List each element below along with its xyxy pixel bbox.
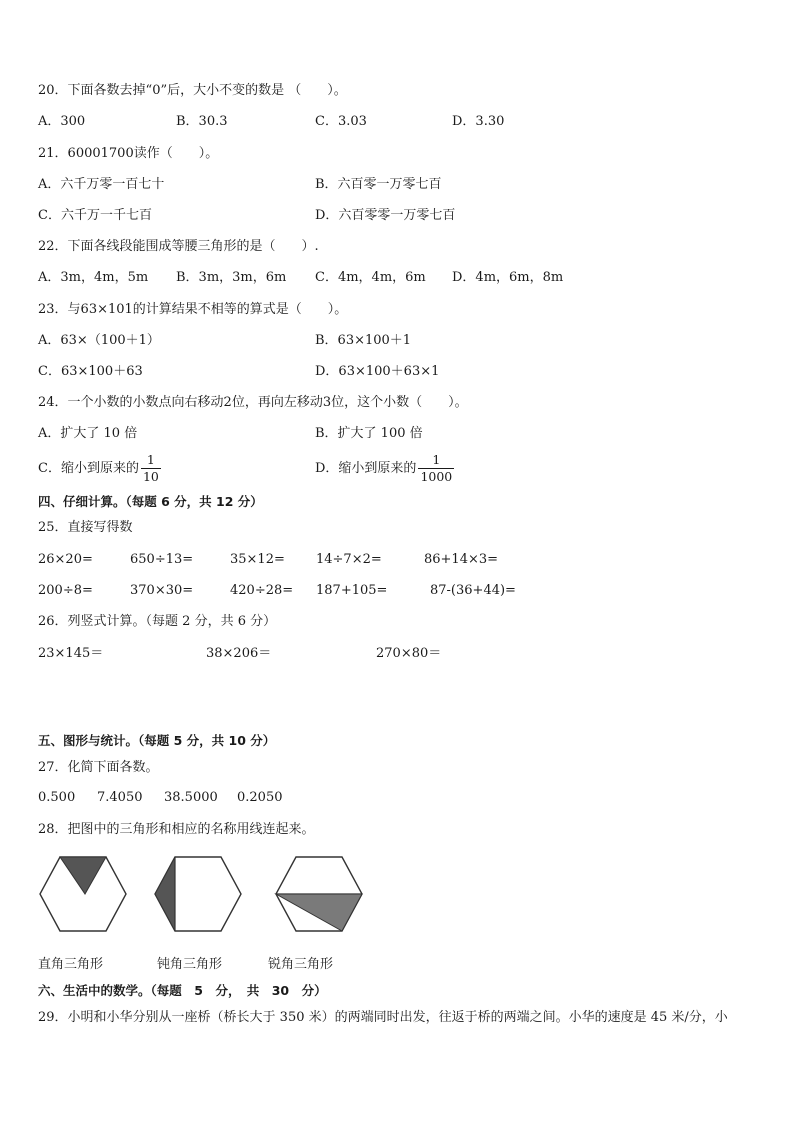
q25-item-6: 200÷8= [38,583,93,598]
q20-option-d: D．3.30 [452,114,505,129]
q23-option-c: C．63×100＋63 [38,364,143,379]
q27-item-2: 7.4050 [97,790,143,805]
q25-item-5: 86+14×3= [424,552,499,567]
q26-item-2: 38×206＝ [206,646,272,661]
triangle-label-right: 直角三角形 [38,957,104,972]
q24-stem: 24．一个小数的小数点向右移动2位，再向左移动3位，这个小数（ ）。 [38,395,468,410]
q28-stem: 28．把图中的三角形和相应的名称用线连起来。 [38,822,315,837]
q23-option-d: D．63×100＋63×1 [315,364,440,379]
q20-stem: 20．下面各数去掉“0”后，大小不变的数是 （ ）。 [38,83,347,98]
q22-option-b: B．3m，3m，6m [176,270,287,285]
q21-stem: 21．60001700读作（ ）。 [38,146,219,161]
q21-option-d: D．六百零零一万零七百 [315,208,456,223]
q24-d-denominator: 1000 [420,469,453,484]
q24-option-c [38,452,161,486]
q25-item-4: 14÷7×2= [316,552,382,567]
q23-option-a: A．63×（100＋1） [38,333,160,348]
q27-item-1: 0.500 [38,790,76,805]
q21-option-c: C．六千万一千七百 [38,208,152,223]
q24-option-a: A．扩大了 10 倍 [38,426,138,441]
section-5-title: 五、图形与统计。（每题 5 分，共 10 分） [38,733,276,748]
q27-item-4: 0.2050 [237,790,283,805]
q25-item-8: 420÷28= [230,583,294,598]
q24-option-d-fraction [418,452,454,485]
q21-option-a: A．六千万零一百七十 [38,177,165,192]
q26-item-3: 270×80＝ [376,646,442,661]
hexagon-figure-1 [38,855,128,933]
q26-item-1: 23×145＝ [38,646,104,661]
q20-option-b: B．30.3 [176,114,228,129]
q21-option-b: B．六百零一万零七百 [315,177,442,192]
q27-item-3: 38.5000 [164,790,218,805]
q24-option-d-text: D．缩小到原来的 [315,461,417,476]
q20-option-a: A．300 [38,114,86,129]
q22-stem: 22．下面各线段能围成等腰三角形的是（ ）. [38,239,319,254]
triangle-label-obtuse: 钝角三角形 [157,957,223,972]
q27-stem: 27．化简下面各数。 [38,760,159,775]
q26-stem: 26．列竖式计算。（每题 2 分，共 6 分） [38,614,277,629]
q24-c-numerator: 1 [146,452,155,467]
q22-option-c: C．4m，4m，6m [315,270,426,285]
q25-item-2: 650÷13= [130,552,194,567]
triangle-label-acute: 锐角三角形 [268,957,334,972]
q20-option-c: C．3.03 [315,114,367,129]
q23-option-b: B．63×100＋1 [315,333,412,348]
q24-option-c-fraction [141,452,161,485]
q29-stem: 29．小明和小华分别从一座桥（桥长大于 350 米）的两端同时出发，往返于桥的两端之间。小华的速度是 45 米/分，小 [38,1010,728,1025]
q25-item-1: 26×20= [38,552,93,567]
q25-item-9: 187+105= [316,583,388,598]
q25-item-7: 370×30= [130,583,194,598]
q24-option-b: B．扩大了 100 倍 [315,426,423,441]
q24-d-numerator: 1 [432,452,441,467]
q25-item-10: 87-(36+44)= [430,583,516,598]
hexagon-figure-2 [153,855,243,933]
hexagon-figure-3 [274,855,364,933]
q24-option-d [315,452,454,486]
q22-option-d: D．4m，6m，8m [452,270,564,285]
q25-item-3: 35×12= [230,552,285,567]
q23-stem: 23．与63×101的计算结果不相等的算式是（ ）。 [38,302,348,317]
q24-c-denominator: 10 [142,469,159,484]
section-6-title: 六、生活中的数学。（每题 5 分， 共 30 分） [38,983,327,998]
section-4-title: 四、仔细计算。（每题 6 分，共 12 分） [38,494,263,509]
q24-option-c-text: C．缩小到原来的 [38,461,139,476]
q25-stem: 25．直接写得数 [38,520,133,535]
q22-option-a: A．3m，4m，5m [38,270,149,285]
